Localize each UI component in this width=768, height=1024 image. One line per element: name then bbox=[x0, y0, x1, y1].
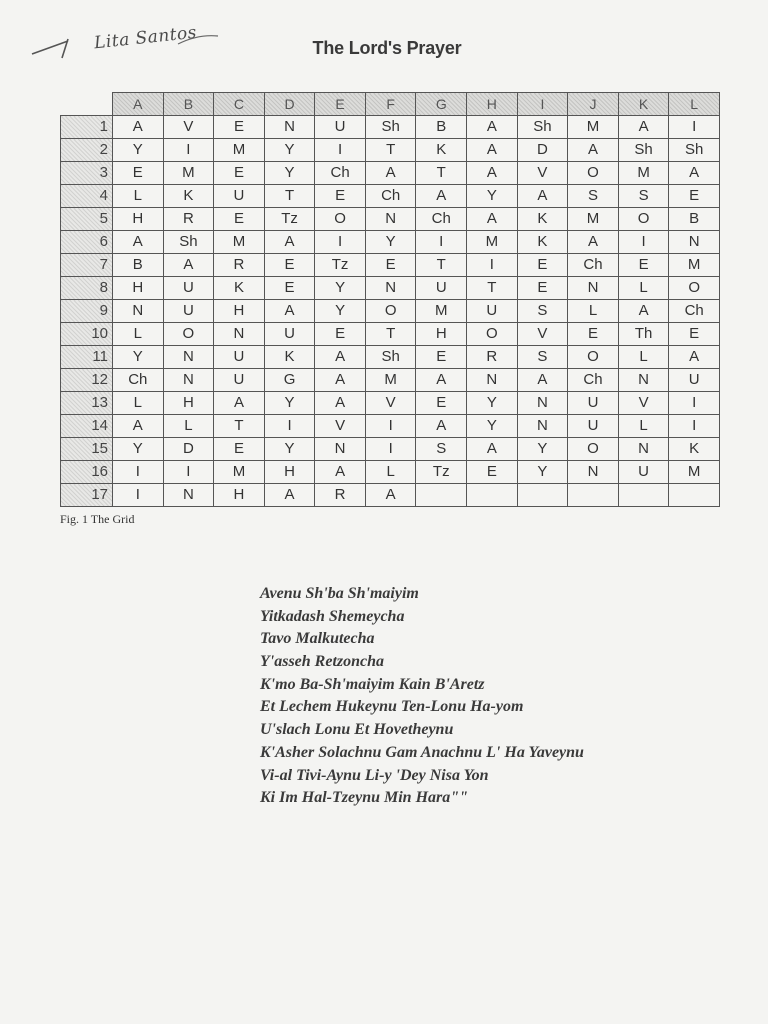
grid-cell: N bbox=[113, 300, 164, 323]
grid-cell: I bbox=[669, 392, 720, 415]
grid-cell: Tz bbox=[264, 208, 315, 231]
grid-cell: K bbox=[669, 438, 720, 461]
grid-cell: Y bbox=[264, 139, 315, 162]
grid-cell: E bbox=[214, 116, 265, 139]
grid-cell: K bbox=[214, 277, 265, 300]
row-number: 6 bbox=[61, 231, 113, 254]
grid-cell: N bbox=[365, 277, 416, 300]
grid-cell: N bbox=[568, 461, 619, 484]
grid-cell: L bbox=[618, 277, 669, 300]
row-number: 1 bbox=[61, 116, 113, 139]
grid-cell: S bbox=[618, 185, 669, 208]
grid-cell: L bbox=[113, 185, 164, 208]
grid-cell: Y bbox=[113, 438, 164, 461]
grid-cell: R bbox=[467, 346, 518, 369]
prayer-line: Vi-al Tivi-Aynu Li-y 'Dey Nisa Yon bbox=[260, 766, 489, 784]
grid-cell: A bbox=[315, 346, 366, 369]
row-number: 13 bbox=[61, 392, 113, 415]
grid-cell: A bbox=[315, 461, 366, 484]
grid-cell: L bbox=[618, 415, 669, 438]
row-number: 10 bbox=[61, 323, 113, 346]
row-number: 15 bbox=[61, 438, 113, 461]
grid-cell: M bbox=[669, 254, 720, 277]
grid-cell: A bbox=[264, 300, 315, 323]
grid-cell: E bbox=[669, 185, 720, 208]
grid-cell: O bbox=[568, 438, 619, 461]
grid-row bbox=[61, 369, 720, 392]
grid-cell: I bbox=[264, 415, 315, 438]
grid-cell: O bbox=[467, 323, 518, 346]
grid-cell: M bbox=[214, 139, 265, 162]
grid-cell: Y bbox=[113, 139, 164, 162]
grid-cell: B bbox=[669, 208, 720, 231]
grid-cell: L bbox=[113, 323, 164, 346]
grid-cell: Y bbox=[264, 438, 315, 461]
row-number: 2 bbox=[61, 139, 113, 162]
letter-grid bbox=[60, 92, 720, 503]
grid-cell: M bbox=[416, 300, 467, 323]
grid-cell: U bbox=[214, 185, 265, 208]
grid-cell: H bbox=[214, 484, 265, 507]
grid-cell: Y bbox=[264, 392, 315, 415]
grid-cell: A bbox=[467, 438, 518, 461]
grid-cell: Y bbox=[264, 162, 315, 185]
grid-cell: D bbox=[517, 139, 568, 162]
column-header: E bbox=[315, 93, 366, 116]
prayer-line: K'Asher Solachnu Gam Anachnu L' Ha Yaveynu bbox=[260, 743, 584, 761]
column-header: I bbox=[517, 93, 568, 116]
grid-cell: A bbox=[517, 185, 568, 208]
grid-row bbox=[61, 185, 720, 208]
grid-cell: N bbox=[618, 369, 669, 392]
grid-cell bbox=[416, 484, 467, 507]
grid-cell: Y bbox=[517, 461, 568, 484]
row-number: 8 bbox=[61, 277, 113, 300]
grid-cell: V bbox=[163, 116, 214, 139]
row-number: 5 bbox=[61, 208, 113, 231]
grid-cell: V bbox=[517, 162, 568, 185]
prayer-line: U'slach Lonu Et Hovetheynu bbox=[260, 721, 454, 739]
column-header: J bbox=[568, 93, 619, 116]
grid-cell: E bbox=[264, 254, 315, 277]
grid-cell: K bbox=[264, 346, 315, 369]
grid-cell: R bbox=[163, 208, 214, 231]
grid-cell: Sh bbox=[365, 116, 416, 139]
grid-cell: L bbox=[365, 461, 416, 484]
grid-row bbox=[61, 392, 720, 415]
column-header: K bbox=[618, 93, 669, 116]
grid-cell: I bbox=[365, 438, 416, 461]
grid-cell: O bbox=[568, 346, 619, 369]
grid-cell: A bbox=[467, 139, 518, 162]
grid-row bbox=[61, 254, 720, 277]
grid-cell: V bbox=[315, 415, 366, 438]
grid-cell: T bbox=[264, 185, 315, 208]
row-number: 17 bbox=[61, 484, 113, 507]
grid-cell: U bbox=[214, 346, 265, 369]
grid-cell: Ch bbox=[568, 254, 619, 277]
grid-cell: Th bbox=[618, 323, 669, 346]
grid-cell: Ch bbox=[669, 300, 720, 323]
grid-cell: Y bbox=[315, 277, 366, 300]
column-header: G bbox=[416, 93, 467, 116]
grid-cell: H bbox=[214, 300, 265, 323]
grid-cell: A bbox=[163, 254, 214, 277]
column-header: B bbox=[163, 93, 214, 116]
row-number: 4 bbox=[61, 185, 113, 208]
grid-cell: O bbox=[163, 323, 214, 346]
grid-cell: K bbox=[517, 208, 568, 231]
grid-row bbox=[61, 438, 720, 461]
grid-cell: M bbox=[467, 231, 518, 254]
grid-cell: S bbox=[568, 185, 619, 208]
grid-cell: L bbox=[618, 346, 669, 369]
grid-cell: E bbox=[365, 254, 416, 277]
grid-cell: U bbox=[163, 277, 214, 300]
grid-cell bbox=[517, 484, 568, 507]
grid-cell: U bbox=[214, 369, 265, 392]
grid-cell: U bbox=[618, 461, 669, 484]
grid-cell: I bbox=[467, 254, 518, 277]
grid-cell: Y bbox=[467, 185, 518, 208]
grid-row bbox=[61, 300, 720, 323]
grid-cell: I bbox=[618, 231, 669, 254]
column-header: H bbox=[467, 93, 518, 116]
grid-cell: Sh bbox=[669, 139, 720, 162]
grid-cell: A bbox=[214, 392, 265, 415]
grid-body bbox=[61, 116, 720, 507]
grid-cell: Y bbox=[315, 300, 366, 323]
grid-row bbox=[61, 346, 720, 369]
grid-cell: A bbox=[315, 369, 366, 392]
grid-row bbox=[61, 116, 720, 139]
grid-table bbox=[60, 92, 720, 507]
grid-cell: U bbox=[163, 300, 214, 323]
grid-cell: T bbox=[365, 139, 416, 162]
grid-cell: K bbox=[517, 231, 568, 254]
grid-cell: N bbox=[568, 277, 619, 300]
grid-cell: O bbox=[315, 208, 366, 231]
page-title: The Lord's Prayer bbox=[312, 38, 462, 58]
grid-cell: Ch bbox=[416, 208, 467, 231]
grid-cell: U bbox=[315, 116, 366, 139]
grid-row bbox=[61, 461, 720, 484]
grid-cell: M bbox=[214, 231, 265, 254]
grid-cell: H bbox=[264, 461, 315, 484]
grid-cell: E bbox=[214, 162, 265, 185]
prayer-line: Y'asseh Retzoncha bbox=[260, 653, 385, 671]
grid-cell: Sh bbox=[517, 116, 568, 139]
grid-cell: E bbox=[416, 392, 467, 415]
grid-cell: M bbox=[365, 369, 416, 392]
grid-cell: A bbox=[315, 392, 366, 415]
grid-cell: H bbox=[113, 208, 164, 231]
grid-cell: A bbox=[416, 369, 467, 392]
grid-cell: U bbox=[467, 300, 518, 323]
grid-row bbox=[61, 484, 720, 507]
grid-cell: A bbox=[365, 484, 416, 507]
prayer-text bbox=[260, 583, 584, 810]
column-header: A bbox=[113, 93, 164, 116]
grid-cell: Ch bbox=[113, 369, 164, 392]
grid-cell: M bbox=[163, 162, 214, 185]
row-number: 11 bbox=[61, 346, 113, 369]
grid-cell: O bbox=[669, 277, 720, 300]
grid-cell: L bbox=[568, 300, 619, 323]
grid-cell: Sh bbox=[365, 346, 416, 369]
grid-cell: Tz bbox=[315, 254, 366, 277]
grid-cell: Tz bbox=[416, 461, 467, 484]
grid-cell: S bbox=[416, 438, 467, 461]
grid-cell: E bbox=[467, 461, 518, 484]
grid-cell: M bbox=[214, 461, 265, 484]
grid-cell bbox=[618, 484, 669, 507]
grid-cell: O bbox=[365, 300, 416, 323]
grid-cell: A bbox=[467, 162, 518, 185]
grid-cell: A bbox=[517, 369, 568, 392]
column-header: C bbox=[214, 93, 265, 116]
prayer-line: Tavo Malkutecha bbox=[260, 630, 375, 648]
row-number: 16 bbox=[61, 461, 113, 484]
column-header: L bbox=[669, 93, 720, 116]
grid-cell: I bbox=[113, 461, 164, 484]
grid-cell: G bbox=[264, 369, 315, 392]
grid-cell: U bbox=[416, 277, 467, 300]
grid-cell: H bbox=[163, 392, 214, 415]
grid-cell: Y bbox=[517, 438, 568, 461]
grid-cell: I bbox=[416, 231, 467, 254]
grid-cell: U bbox=[568, 415, 619, 438]
grid-cell: E bbox=[517, 254, 568, 277]
column-header: F bbox=[365, 93, 416, 116]
grid-cell: D bbox=[163, 438, 214, 461]
grid-cell: Y bbox=[467, 392, 518, 415]
grid-cell: E bbox=[618, 254, 669, 277]
grid-corner bbox=[61, 93, 113, 116]
grid-cell: Y bbox=[365, 231, 416, 254]
grid-cell: A bbox=[416, 185, 467, 208]
grid-cell: I bbox=[315, 139, 366, 162]
grid-row bbox=[61, 323, 720, 346]
grid-cell: A bbox=[264, 484, 315, 507]
grid-cell: I bbox=[669, 415, 720, 438]
row-number: 9 bbox=[61, 300, 113, 323]
grid-row bbox=[61, 162, 720, 185]
grid-cell: V bbox=[365, 392, 416, 415]
grid-cell: U bbox=[264, 323, 315, 346]
prayer-line: Et Lechem Hukeynu Ten-Lonu Ha-yom bbox=[260, 698, 524, 716]
grid-cell: I bbox=[163, 461, 214, 484]
grid-cell: A bbox=[467, 116, 518, 139]
grid-cell: A bbox=[113, 231, 164, 254]
grid-cell: V bbox=[618, 392, 669, 415]
grid-cell: Y bbox=[113, 346, 164, 369]
grid-cell: N bbox=[264, 116, 315, 139]
grid-cell: E bbox=[517, 277, 568, 300]
grid-cell: R bbox=[315, 484, 366, 507]
grid-cell: Sh bbox=[163, 231, 214, 254]
row-number: 14 bbox=[61, 415, 113, 438]
grid-cell: N bbox=[467, 369, 518, 392]
grid-cell: Y bbox=[467, 415, 518, 438]
grid-cell: N bbox=[163, 484, 214, 507]
row-number: 12 bbox=[61, 369, 113, 392]
grid-cell: E bbox=[113, 162, 164, 185]
grid-cell: I bbox=[315, 231, 366, 254]
grid-cell: B bbox=[113, 254, 164, 277]
grid-row bbox=[61, 277, 720, 300]
grid-cell: N bbox=[214, 323, 265, 346]
grid-cell: A bbox=[365, 162, 416, 185]
grid-cell: H bbox=[416, 323, 467, 346]
grid-cell: E bbox=[315, 323, 366, 346]
grid-row bbox=[61, 415, 720, 438]
grid-cell: I bbox=[669, 116, 720, 139]
grid-cell: A bbox=[113, 415, 164, 438]
grid-cell: N bbox=[365, 208, 416, 231]
grid-cell: Ch bbox=[365, 185, 416, 208]
grid-cell: Ch bbox=[315, 162, 366, 185]
grid-cell: N bbox=[315, 438, 366, 461]
grid-cell: N bbox=[163, 369, 214, 392]
grid-cell: M bbox=[568, 208, 619, 231]
grid-cell: V bbox=[517, 323, 568, 346]
grid-cell: A bbox=[113, 116, 164, 139]
grid-cell: M bbox=[618, 162, 669, 185]
grid-cell bbox=[467, 484, 518, 507]
grid-cell: L bbox=[113, 392, 164, 415]
grid-cell: A bbox=[568, 231, 619, 254]
grid-cell: N bbox=[163, 346, 214, 369]
grid-cell: E bbox=[264, 277, 315, 300]
grid-cell: I bbox=[163, 139, 214, 162]
grid-cell: N bbox=[517, 392, 568, 415]
grid-cell: K bbox=[416, 139, 467, 162]
grid-cell: O bbox=[568, 162, 619, 185]
figure-caption: Fig. 1 The Grid bbox=[60, 512, 135, 526]
grid-cell: A bbox=[568, 139, 619, 162]
grid-cell: E bbox=[416, 346, 467, 369]
grid-cell: E bbox=[214, 438, 265, 461]
grid-cell: H bbox=[113, 277, 164, 300]
prayer-line: K'mo Ba-Sh'maiyim Kain B'Aretz bbox=[260, 675, 485, 693]
grid-cell: A bbox=[618, 116, 669, 139]
grid-cell bbox=[568, 484, 619, 507]
signature-name: Lita Santos bbox=[93, 22, 198, 54]
grid-cell: T bbox=[416, 162, 467, 185]
grid-cell: E bbox=[315, 185, 366, 208]
prayer-line: Ki Im Hal-Tzeynu Min Hara"" bbox=[260, 789, 469, 807]
grid-cell: A bbox=[264, 231, 315, 254]
grid-cell: S bbox=[517, 300, 568, 323]
grid-cell: M bbox=[669, 461, 720, 484]
grid-cell: R bbox=[214, 254, 265, 277]
grid-cell bbox=[669, 484, 720, 507]
grid-cell: B bbox=[416, 116, 467, 139]
grid-cell: A bbox=[467, 208, 518, 231]
grid-row bbox=[61, 208, 720, 231]
row-number: 3 bbox=[61, 162, 113, 185]
grid-cell: Ch bbox=[568, 369, 619, 392]
grid-cell: T bbox=[365, 323, 416, 346]
grid-cell: A bbox=[416, 415, 467, 438]
grid-cell: S bbox=[517, 346, 568, 369]
grid-cell: Sh bbox=[618, 139, 669, 162]
grid-cell: O bbox=[618, 208, 669, 231]
prayer-line: Yitkadash Shemeycha bbox=[260, 607, 405, 625]
grid-cell: N bbox=[669, 231, 720, 254]
grid-cell: N bbox=[618, 438, 669, 461]
grid-cell: N bbox=[517, 415, 568, 438]
grid-cell: T bbox=[214, 415, 265, 438]
grid-cell: I bbox=[365, 415, 416, 438]
grid-cell: A bbox=[669, 346, 720, 369]
column-header: D bbox=[264, 93, 315, 116]
grid-cell: E bbox=[214, 208, 265, 231]
grid-header-row bbox=[61, 93, 720, 116]
grid-cell: I bbox=[113, 484, 164, 507]
grid-row bbox=[61, 231, 720, 254]
grid-cell: M bbox=[568, 116, 619, 139]
grid-cell: E bbox=[568, 323, 619, 346]
grid-cell: L bbox=[163, 415, 214, 438]
grid-cell: K bbox=[163, 185, 214, 208]
grid-cell: T bbox=[467, 277, 518, 300]
prayer-line: Avenu Sh'ba Sh'maiyim bbox=[260, 585, 419, 602]
grid-cell: A bbox=[618, 300, 669, 323]
grid-row bbox=[61, 139, 720, 162]
grid-cell: U bbox=[568, 392, 619, 415]
grid-cell: T bbox=[416, 254, 467, 277]
grid-cell: U bbox=[669, 369, 720, 392]
row-number: 7 bbox=[61, 254, 113, 277]
grid-cell: A bbox=[669, 162, 720, 185]
grid-cell: E bbox=[669, 323, 720, 346]
